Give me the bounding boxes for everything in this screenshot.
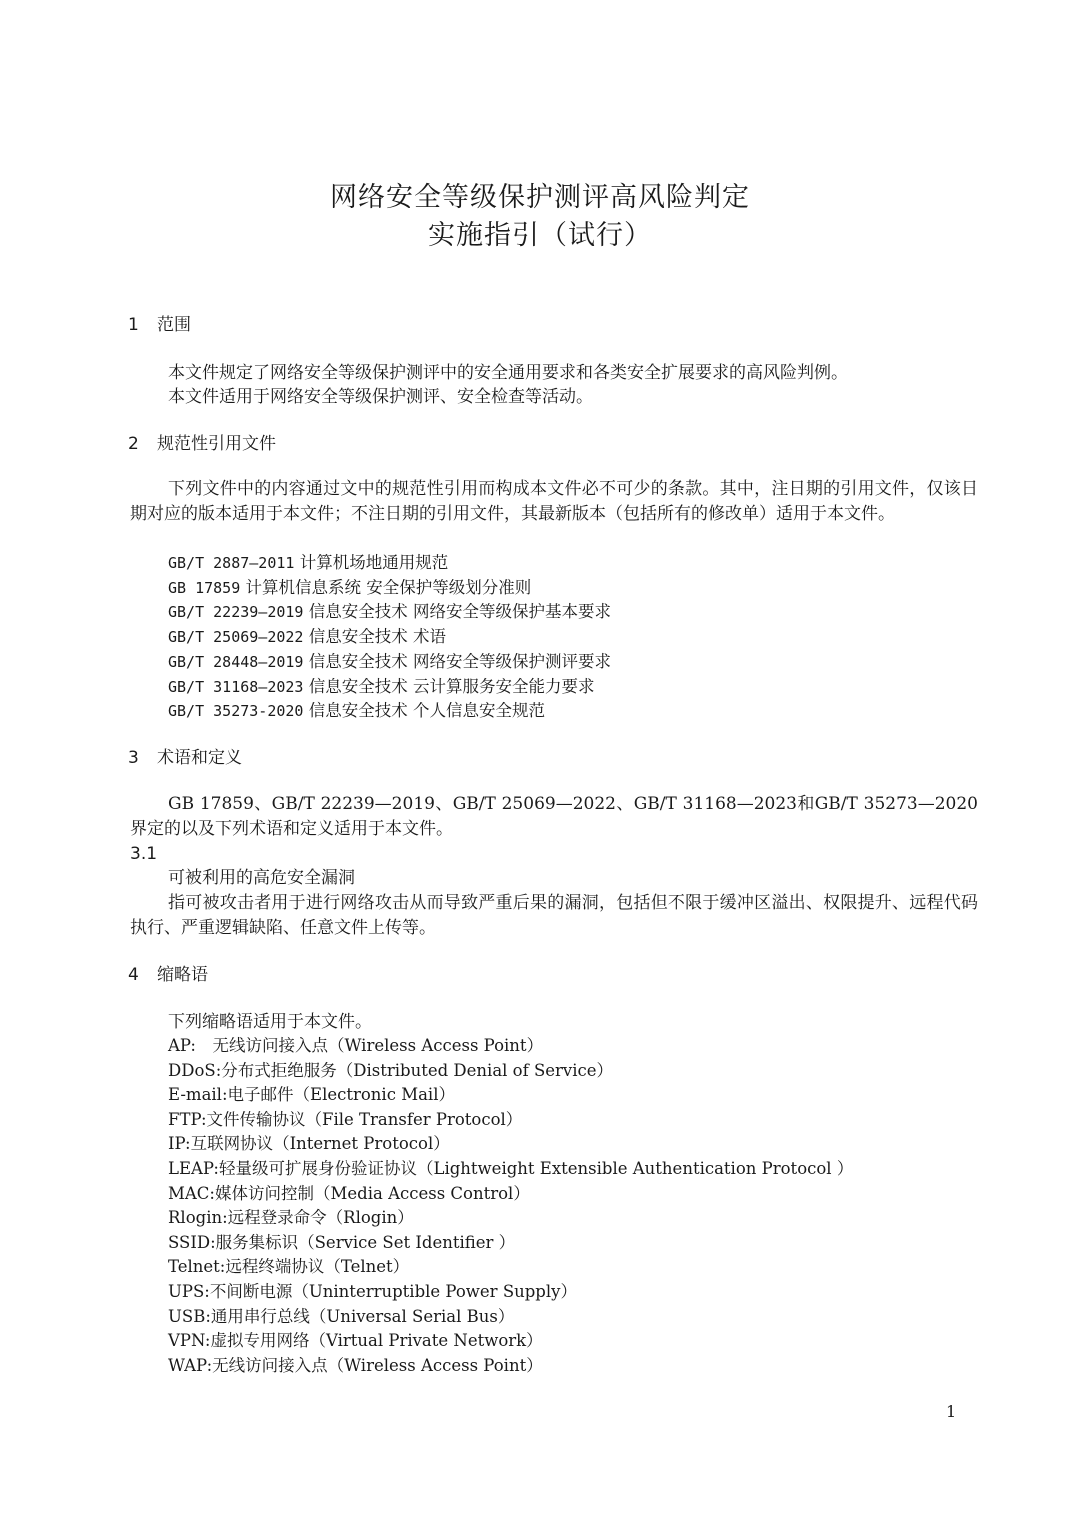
section-title: 术语和定义 <box>157 748 242 768</box>
abbreviation-expansion: 轻量级可扩展身份验证协议（Lightweight Extensible Authentication Protocol ） <box>219 1158 854 1178</box>
section-4-intro: 下列缩略语适用于本文件。 <box>168 1012 372 1032</box>
document-title-line1: 网络安全等级保护测评高风险判定 <box>330 182 750 213</box>
section-number: 4 <box>128 965 139 985</box>
term-title: 可被利用的高危安全漏洞 <box>168 868 355 888</box>
abbreviation-item <box>168 1059 853 1084</box>
reference-code: GB/T 22239—2019 <box>168 603 304 622</box>
abbreviation-term: SSID: <box>168 1232 216 1252</box>
reference-item <box>168 675 611 700</box>
section-number: 3 <box>128 748 139 768</box>
reference-code: GB/T 2887—2011 <box>168 554 295 572</box>
reference-item <box>168 650 611 675</box>
abbreviation-item <box>168 1231 853 1256</box>
abbreviation-item <box>168 1255 853 1280</box>
section-2-heading <box>128 432 276 456</box>
reference-item <box>168 576 611 601</box>
reference-code: GB/T 35273-2020 <box>168 702 304 721</box>
abbreviation-term: FTP: <box>168 1109 207 1129</box>
document-title-line2: 实施指引（试行） <box>428 220 652 251</box>
abbreviation-item <box>168 1280 853 1305</box>
section-number: 1 <box>128 315 139 335</box>
reference-name: 信息安全技术 个人信息安全规范 <box>308 701 545 721</box>
section-1-paragraph-1: 本文件规定了网络安全等级保护测评中的安全通用要求和各类安全扩展要求的高风险判例。 <box>168 363 848 383</box>
section-2-intro: 下列文件中的内容通过文中的规范性引用而构成本文件必不可少的条款。其中，注日期的引用文件，仅该日期对应的版本适用于本文件；不注日期的引用文件，其最新版本（包括所有的修改单）适用于本文件。 <box>130 479 978 524</box>
abbreviation-item <box>168 1354 853 1379</box>
abbreviation-term: LEAP: <box>168 1158 219 1178</box>
abbreviation-expansion: 通用串行总线（Universal Serial Bus） <box>210 1306 515 1326</box>
abbreviation-expansion: 远程终端协议（Telnet） <box>225 1257 410 1277</box>
abbreviation-item <box>168 1157 853 1182</box>
abbreviation-expansion: 互联网协议（Internet Protocol） <box>190 1134 450 1154</box>
abbreviation-term: AP: <box>168 1036 196 1055</box>
section-1-paragraph-2: 本文件适用于网络安全等级保护测评、安全检查等活动。 <box>168 387 593 407</box>
reference-item <box>168 625 611 650</box>
reference-code: GB/T 31168—2023 <box>168 677 304 696</box>
section-number: 2 <box>128 434 139 454</box>
abbreviation-expansion: 虚拟专用网络（Virtual Private Network） <box>210 1331 543 1351</box>
abbreviation-term: IP: <box>168 1134 191 1154</box>
reference-name: 信息安全技术 网络安全等级保护测评要求 <box>308 651 611 671</box>
abbreviation-item <box>168 1329 853 1354</box>
reference-code: GB/T 28448—2019 <box>168 652 304 671</box>
abbreviation-expansion: 电子邮件（Electronic Mail） <box>227 1085 455 1105</box>
abbreviation-expansion: 远程登录命令（Rlogin） <box>227 1208 414 1228</box>
subsection-number: 3.1 <box>130 844 158 864</box>
abbreviation-term: USB: <box>168 1306 211 1326</box>
section-3-intro: GB 17859、GB/T 22239—2019、GB/T 25069—2022、GB/T 31168—2023和GB/T 35273—2020界定的以及下列术语和定义适用于本文件。 <box>130 794 978 839</box>
reference-name: 计算机信息系统 安全保护等级划分准则 <box>245 577 532 597</box>
abbreviation-term: E-mail: <box>168 1085 228 1105</box>
abbreviation-term: WAP: <box>168 1355 213 1375</box>
normative-references-list <box>168 551 611 724</box>
reference-item <box>168 551 611 576</box>
section-title: 规范性引用文件 <box>157 434 276 454</box>
abbreviation-term: Rlogin: <box>168 1208 228 1228</box>
abbreviation-term: Telnet: <box>168 1257 226 1277</box>
abbreviation-item <box>168 1182 853 1207</box>
reference-item <box>168 600 611 625</box>
abbreviation-item <box>168 1108 853 1133</box>
reference-name: 信息安全技术 云计算服务安全能力要求 <box>308 676 595 696</box>
abbreviation-item <box>168 1034 853 1059</box>
term-definition: 指可被攻击者用于进行网络攻击从而导致严重后果的漏洞，包括但不限于缓冲区溢出、权限提升、远程代码执行、严重逻辑缺陷、任意文件上传等。 <box>130 893 978 938</box>
abbreviation-expansion: 无线访问接入点（Wireless Access Point） <box>212 1355 543 1375</box>
abbreviation-expansion: 无线访问接入点（Wireless Access Point） <box>196 1036 544 1055</box>
reference-item <box>168 699 611 724</box>
abbreviation-term: DDoS: <box>168 1060 222 1080</box>
abbreviation-expansion: 分布式拒绝服务（Distributed Denial of Service） <box>221 1060 614 1080</box>
abbreviation-item <box>168 1083 853 1108</box>
abbreviation-term: VPN: <box>168 1331 211 1351</box>
abbreviation-expansion: 文件传输协议（File Transfer Protocol） <box>206 1109 523 1129</box>
abbreviation-item <box>168 1132 853 1157</box>
section-4-heading <box>128 963 208 987</box>
section-1-heading <box>128 313 191 337</box>
page-number: 1 <box>946 1402 957 1421</box>
abbreviation-expansion: 媒体访问控制（Media Access Control） <box>215 1183 530 1203</box>
section-3-heading <box>128 746 242 770</box>
abbreviation-expansion: 不间断电源（Uninterruptible Power Supply） <box>209 1281 577 1301</box>
reference-code: GB/T 25069—2022 <box>168 628 304 647</box>
abbreviations-list <box>168 1034 853 1378</box>
reference-name: 信息安全技术 网络安全等级保护基本要求 <box>308 602 611 622</box>
abbreviation-expansion: 服务集标识（Service Set Identifier ） <box>215 1232 516 1252</box>
abbreviation-item <box>168 1206 853 1231</box>
abbreviation-item <box>168 1305 853 1330</box>
abbreviation-term: UPS: <box>168 1281 210 1301</box>
abbreviation-term: MAC: <box>168 1183 215 1203</box>
reference-name: 信息安全技术 术语 <box>308 627 446 647</box>
section-title: 缩略语 <box>157 965 208 985</box>
reference-name: 计算机场地通用规范 <box>299 553 449 572</box>
section-title: 范围 <box>157 315 191 335</box>
reference-code: GB 17859 <box>168 578 241 597</box>
